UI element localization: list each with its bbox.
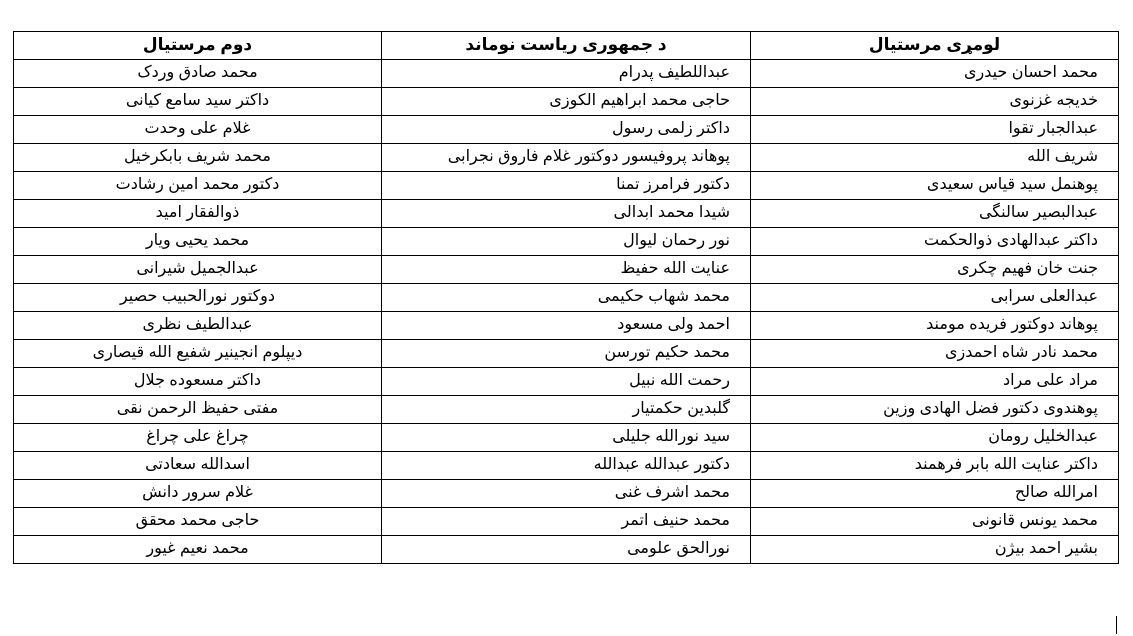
first-vice-president-cell: عبدالعلی سرابی (751, 284, 1119, 312)
second-vice-president-cell: محمد صادق وردک (14, 60, 382, 88)
first-vice-president-cell: شریف الله (751, 144, 1119, 172)
first-vice-president-cell: محمد نادر شاه احمدزی (751, 340, 1119, 368)
table-row (14, 368, 1119, 396)
second-vice-president-cell: عبدالجمیل شیرانی (14, 256, 382, 284)
presidential-candidate-cell: عبداللطیف پدرام (382, 60, 751, 88)
first-vice-president-cell: خدیجه غزنوی (751, 88, 1119, 116)
first-vice-president-cell: پوهندوی دکتور فضل الهادی وزین (751, 396, 1119, 424)
first-vice-president-cell: پوهاند دوکتور فریده مومند (751, 312, 1119, 340)
first-vice-president-cell: بشیر احمد بیژن (751, 536, 1119, 564)
second-vice-president-cell: حاجی محمد محقق (14, 508, 382, 536)
presidential-candidate-cell: شیدا محمد ابدالی (382, 200, 751, 228)
second-vice-president-cell: چراغ علی چراغ (14, 424, 382, 452)
candidates-table (13, 31, 1119, 564)
first-vice-president-cell: امرالله صالح (751, 480, 1119, 508)
presidential-candidate-cell: محمد حنیف اتمر (382, 508, 751, 536)
presidential-candidate-cell: رحمت الله نبیل (382, 368, 751, 396)
second-vice-president-cell: دکتور محمد امین رشادت (14, 172, 382, 200)
presidential-candidate-cell: داکتر زلمی رسول (382, 116, 751, 144)
second-vice-president-cell: دیپلوم انجینیر شفیع الله قیصاری (14, 340, 382, 368)
table-row (14, 312, 1119, 340)
second-vice-president-cell: عبدالطیف نظری (14, 312, 382, 340)
table-row (14, 536, 1119, 564)
table-row (14, 508, 1119, 536)
presidential-candidate-cell: نور رحمان لیوال (382, 228, 751, 256)
second-vice-president-cell: غلام علی وحدت (14, 116, 382, 144)
table-row (14, 256, 1119, 284)
presidential-candidate-cell: گلبدین حکمتیار (382, 396, 751, 424)
presidential-candidate-cell: محمد حکیم تورسن (382, 340, 751, 368)
table-row (14, 340, 1119, 368)
table-row (14, 480, 1119, 508)
presidential-candidate-cell: حاجی محمد ابراهیم الکوزی (382, 88, 751, 116)
presidential-candidate-cell: نورالحق علومی (382, 536, 751, 564)
first-vice-president-cell: مراد علی مراد (751, 368, 1119, 396)
presidential-candidate-cell: سید نورالله جلیلی (382, 424, 751, 452)
first-vice-president-cell: محمد احسان حیدری (751, 60, 1119, 88)
header-presidential-candidate: د جمهوری ریاست نوماند (382, 32, 751, 60)
first-vice-president-cell: پوهنمل سید قیاس سعیدی (751, 172, 1119, 200)
table-header-row (14, 32, 1119, 60)
second-vice-president-cell: اسدالله سعادتی (14, 452, 382, 480)
table-row (14, 116, 1119, 144)
second-vice-president-cell: محمد یحیی ویار (14, 228, 382, 256)
table-row (14, 284, 1119, 312)
second-vice-president-cell: داکتر مسعوده جلال (14, 368, 382, 396)
first-vice-president-cell: عبدالبصیر سالنگی (751, 200, 1119, 228)
header-second-vice-president: دوم مرستیال (14, 32, 382, 60)
first-vice-president-cell: محمد یونس قانونی (751, 508, 1119, 536)
first-vice-president-cell: عبدالخلیل رومان (751, 424, 1119, 452)
table-row (14, 172, 1119, 200)
second-vice-president-cell: مفتی حفیظ الرحمن نقی (14, 396, 382, 424)
table-row (14, 200, 1119, 228)
header-first-vice-president: لومړی مرستیال (751, 32, 1119, 60)
table-row (14, 424, 1119, 452)
second-vice-president-cell: داکتر سید سامع کیانی (14, 88, 382, 116)
second-vice-president-cell: ذوالفقار امید (14, 200, 382, 228)
first-vice-president-cell: داکتر عنایت الله بابر فرهمند (751, 452, 1119, 480)
presidential-candidate-cell: محمد شهاب حکیمی (382, 284, 751, 312)
text-cursor (1116, 616, 1117, 634)
first-vice-president-cell: داکتر عبدالهادی ذوالحکمت (751, 228, 1119, 256)
table-row (14, 396, 1119, 424)
second-vice-president-cell: غلام سرور دانش (14, 480, 382, 508)
presidential-candidate-cell: دکتور عبدالله عبدالله (382, 452, 751, 480)
second-vice-president-cell: محمد شریف بابکرخیل (14, 144, 382, 172)
table-row (14, 452, 1119, 480)
second-vice-president-cell: محمد نعیم غیور (14, 536, 382, 564)
presidential-candidate-cell: عنایت الله حفیظ (382, 256, 751, 284)
first-vice-president-cell: جنت خان فهیم چکری (751, 256, 1119, 284)
table-row (14, 60, 1119, 88)
presidential-candidate-cell: دکتور فرامرز تمنا (382, 172, 751, 200)
presidential-candidate-cell: محمد اشرف غنی (382, 480, 751, 508)
table-row (14, 88, 1119, 116)
presidential-candidate-cell: پوهاند پروفیسور دوکتور غلام فاروق نجرابی (382, 144, 751, 172)
first-vice-president-cell: عبدالجبار تقوا (751, 116, 1119, 144)
table-row (14, 228, 1119, 256)
table-row (14, 144, 1119, 172)
second-vice-president-cell: دوکتور نورالحبیب حصیر (14, 284, 382, 312)
presidential-candidate-cell: احمد ولی مسعود (382, 312, 751, 340)
